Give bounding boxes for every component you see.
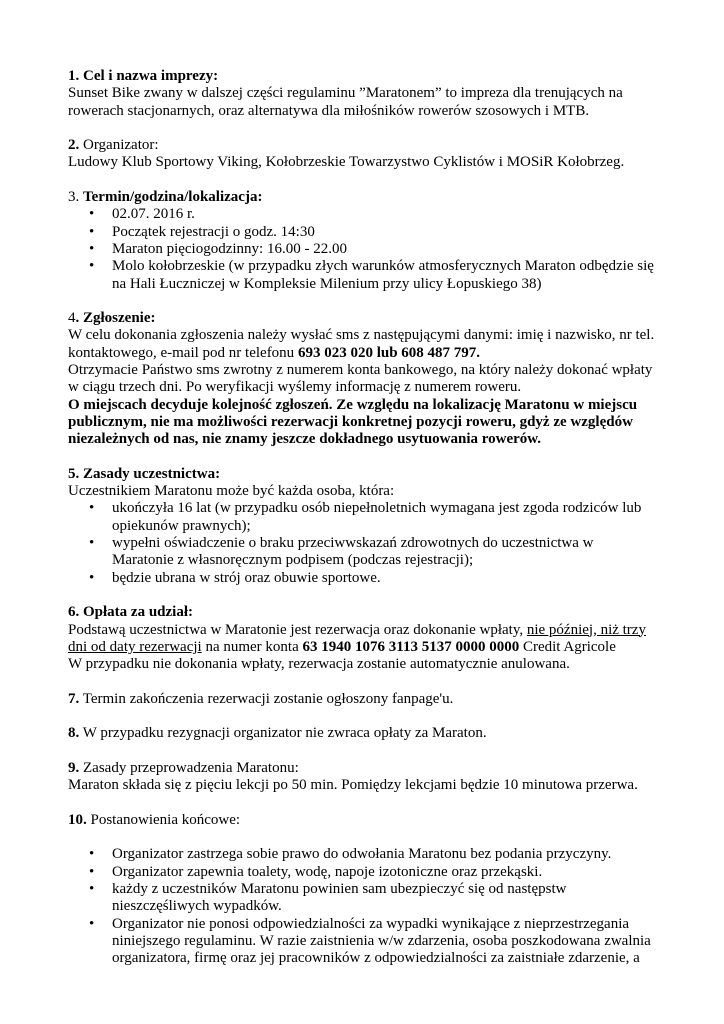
paragraph — [68, 725, 658, 742]
section-schedule — [68, 189, 658, 293]
section-heading — [68, 466, 658, 483]
paragraph: Sunset Bike zwany w dalszej części regulaminu ”Maratonem” to impreza dla trenujących na rowerach stacjonarnych, oraz alternatywa dla miłośników rowerów szosowych i MTB. — [68, 85, 623, 119]
section-title: Organizator: — [79, 137, 159, 154]
list-item: • Molo kołobrzeskie (w przypadku złych warunków atmosferycznych Maraton odbędzie się na Hali Łuczniczej w Kompleksie Milenium przy ulicy Łopuskiego 38) — [68, 258, 658, 293]
bullet-list — [68, 846, 658, 967]
text-run: O miejscach decyduje kolejność zgłoszeń. Ze względu na lokalizację Maratonu w miejscu publicznym, nie ma możliwości rezerwacji konkretnej pozycji roweru, gdyż ze względów niezależnych od nas, nie znamy jeszcze dokładnego usytuowania rowerów. — [68, 396, 638, 448]
text-run: na numer konta — [201, 638, 303, 655]
list-item: • będzie ubrana w strój oraz obuwie sportowe. — [68, 570, 658, 587]
paragraph-bold — [68, 397, 658, 449]
text-run: Termin zakończenia rezerwacji zostanie ogłoszony fanpage'u. — [79, 690, 454, 707]
section-heading — [68, 189, 658, 206]
section-number: 9. — [68, 759, 80, 776]
section-marathon-rules — [68, 760, 658, 795]
paragraph — [68, 327, 658, 362]
section-heading — [68, 68, 658, 85]
account-number: 63 1940 1076 3113 5137 0000 0000 — [302, 638, 520, 655]
section-heading — [68, 760, 658, 777]
paragraph: Ludowy Klub Sportowy Viking, Kołobrzeskie Towarzystwo Cyklistów i MOSiR Kołobrzeg. — [68, 154, 625, 171]
section-title: Zasady przeprowadzenia Maratonu: — [79, 759, 299, 776]
paragraph: Otrzymacie Państwo sms zwrotny z numerem konta bankowego, na który należy dokonać wpłaty w ciągu trzech dni. Po weryfikacji wyślemy informację z numerem roweru. — [68, 362, 653, 396]
bullet-list — [68, 206, 658, 292]
section-final-provisions — [68, 812, 658, 968]
section-heading — [68, 310, 658, 327]
text-run: Podstawą uczestnictwa w Maratonie jest rezerwacja oraz dokonanie wpłaty, — [68, 621, 527, 638]
section-purpose — [68, 68, 658, 120]
section-title: Termin/godzina/lokalizacja: — [83, 189, 263, 206]
list-item: • Organizator nie ponosi odpowiedzialności za wypadki wynikające z nieprzestrzegania niniejszego regulaminu. W razie zaistnienia w/w zdarzenia, osoba poszkodowana zwalnia organizatora, firmę oraz jej pracowników z odpowiedzialności za zaistniałe zdarzenie, a — [68, 916, 658, 968]
section-title: Postanowienia końcowe: — [86, 811, 241, 828]
section-organizer — [68, 137, 658, 172]
text-run: Credit Agricole — [519, 638, 616, 655]
list-item: • wypełni oświadczenie o braku przeciwwskazań zdrowotnych do uczestnictwa w Maratonie z własnoręcznym podpisem (podczas rejestracji); — [68, 535, 658, 570]
paragraph: W przypadku nie dokonania wpłaty, rezerwacja zostanie automatycznie anulowana. — [68, 656, 570, 673]
list-item: • Maraton pięciogodzinny: 16.00 - 22.00 — [68, 241, 658, 258]
paragraph: Maraton składa się z pięciu lekcji po 50 min. Pomiędzy lekcjami będzie 10 minutowa przerwa. — [68, 777, 638, 794]
section-title: 5. Zasady uczestnictwa: — [68, 465, 221, 482]
section-resignation — [68, 725, 658, 742]
section-title: 6. Opłata za udział: — [68, 604, 194, 621]
section-number: 8. — [68, 725, 80, 742]
section-number: 4 — [68, 310, 76, 327]
phone-numbers: 693 023 020 lub 608 487 797. — [297, 344, 481, 361]
paragraph: Uczestnikiem Maratonu może być każda osoba, która: — [68, 483, 395, 500]
section-number: 1. — [68, 68, 80, 84]
paragraph — [68, 622, 658, 657]
document-page — [68, 68, 658, 967]
list-item: • Początek rejestracji o godz. 14:30 — [68, 224, 658, 241]
list-item: • każdy z uczestników Maratonu powinien sam ubezpieczyć się od następstw nieszczęśliwych wypadków. — [68, 881, 658, 916]
list-item: • Organizator zastrzega sobie prawo do odwołania Maratonu bez podania przyczyny. — [68, 846, 658, 863]
paragraph — [68, 691, 658, 708]
section-title: . Zgłoszenie: — [75, 310, 156, 327]
section-fee — [68, 604, 658, 673]
section-title: Cel i nazwa imprezy: — [83, 68, 219, 84]
section-number: 2. — [68, 137, 80, 154]
list-item: • 02.07. 2016 r. — [68, 206, 658, 223]
text-run: W celu dokonania zgłoszenia należy wysłać sms z następującymi danymi: imię i nazwisko, nr tel. kontaktowego, e-mail pod nr telefonu — [68, 327, 655, 361]
payment-deadline: nie później, niż trzy dni od daty rezerwacji — [68, 621, 646, 655]
section-number: 7. — [68, 690, 80, 707]
list-item: • Organizator zapewnia toalety, wodę, napoje izotoniczne oraz przekąski. — [68, 864, 658, 881]
section-heading — [68, 812, 658, 829]
section-reservation-end — [68, 691, 658, 708]
section-number: 3. — [68, 189, 83, 206]
section-participation-rules — [68, 466, 658, 587]
list-item: • ukończyła 16 lat (w przypadku osób niepełnoletnich wymagana jest zgoda rodziców lub opiekunów prawnych); — [68, 500, 658, 535]
section-number: 10. — [68, 811, 87, 828]
section-registration — [68, 310, 658, 448]
section-heading — [68, 604, 658, 621]
bullet-list — [68, 500, 658, 586]
text-run: W przypadku rezygnacji organizator nie zwraca opłaty za Maraton. — [79, 725, 487, 742]
section-heading — [68, 137, 658, 154]
